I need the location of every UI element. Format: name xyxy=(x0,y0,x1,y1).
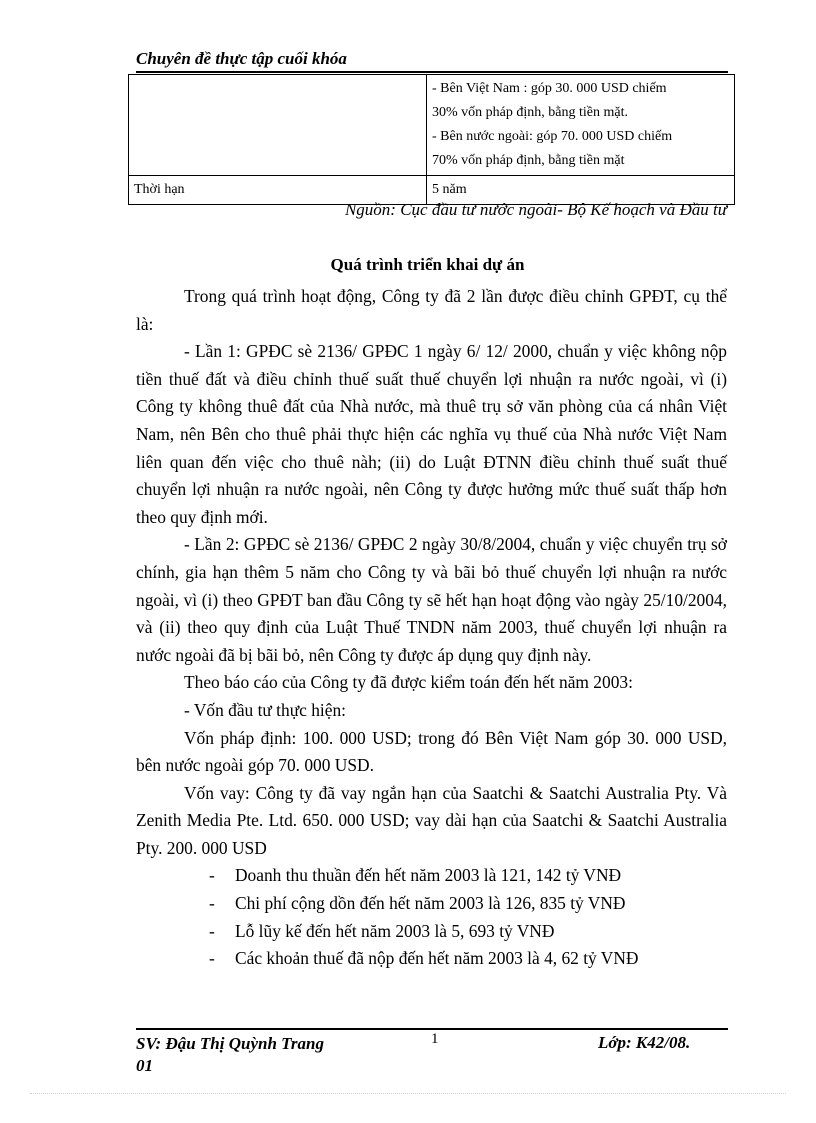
section-title: Quá trình triển khai dự án xyxy=(330,255,525,274)
paragraph: - Lần 2: GPĐC sè 2136/ GPĐC 2 ngày 30/8/2004, chuẩn y việc chuyển trụ sở chính, gia hạn thêm 5 năm cho Công ty và bãi bỏ thuế chuyển lợi nhuận ra nước ngoài, vì (i) theo GPĐT ban đầu Công ty sẽ hết hạn hoạt động vào ngày 25/10/2004, và (ii) theo quy định của Luật Thuế TNDN năm 2003, thuế chuyển lợi nhuận ra nước ngoài đã bị bãi bỏ, nên Công ty được áp dụng quy định này. xyxy=(136,534,727,665)
header-divider xyxy=(136,71,728,73)
page-edge-dotted-line xyxy=(30,1093,786,1094)
bullet-marker: - xyxy=(209,865,215,886)
list-item xyxy=(136,918,727,946)
source-note: Nguồn: Cục đầu tư nước ngoài- Bộ Kế hoạch và Đầu tư xyxy=(344,200,727,219)
footer-class: Lớp: K42/08. xyxy=(598,1033,691,1052)
table-cell-value xyxy=(427,75,735,176)
table-cell-label: Thời hạn xyxy=(129,176,427,205)
results-list xyxy=(136,862,727,972)
table-cell-label xyxy=(129,75,427,176)
table-row xyxy=(129,75,735,176)
student-id: 01 xyxy=(136,1056,153,1075)
student-name: SV: Đậu Thị Quỳnh Trang xyxy=(136,1034,324,1053)
paragraph: Trong quá trình hoạt động, Công ty đã 2 lần được điều chỉnh GPĐT, cụ thể là: xyxy=(136,286,727,334)
capital-line: - Bên Việt Nam : góp 30. 000 USD chiếm xyxy=(432,81,667,96)
capital-line: 70% vốn pháp định, bằng tiền mặt xyxy=(432,153,625,168)
paragraph: Theo báo cáo của Công ty đã được kiểm toán đến hết năm 2003: xyxy=(184,672,633,693)
list-item-text: Chi phí cộng dồn đến hết năm 2003 là 126, 835 tỷ VNĐ xyxy=(235,893,626,914)
list-item xyxy=(136,862,727,890)
capital-line: - Bên nước ngoài: góp 70. 000 USD chiếm xyxy=(432,129,673,144)
list-item xyxy=(136,890,727,918)
page-number: 1 xyxy=(431,1031,439,1047)
bullet-marker: - xyxy=(209,948,215,969)
page-header-title: Chuyên đề thực tập cuối khóa xyxy=(136,49,347,68)
paragraph: - Vốn đầu tư thực hiện: xyxy=(184,699,346,720)
list-item-text: Doanh thu thuần đến hết năm 2003 là 121, 142 tỷ VNĐ xyxy=(235,865,622,886)
list-item-text: Các khoản thuế đã nộp đến hết năm 2003 là 4, 62 tỷ VNĐ xyxy=(235,948,639,969)
bullet-marker: - xyxy=(209,893,215,914)
bullet-marker: - xyxy=(209,920,215,941)
project-info-table xyxy=(128,74,735,205)
list-item-text: Lỗ lũy kế đến hết năm 2003 là 5, 693 tỷ VNĐ xyxy=(235,920,555,941)
paragraph: - Lần 1: GPĐC sè 2136/ GPĐC 1 ngày 6/ 12/ 2000, chuẩn y việc không nộp tiền thuế đất và điều chỉnh thuế suất thuế chuyển lợi nhuận ra nước ngoài, vì (i) Công ty không thuê đất của Nhà nước, mà thuê trụ sở văn phòng của cá nhân Việt Nam, nên Bên cho thuê phải thực hiện các nghĩa vụ thuế của Nhà nước Việt Nam liên quan đến việc cho thuê nàh; (ii) do Luật ĐTNN điều chỉnh thuế suất thuế chuyển lợi nhuận ra nước ngoài, nên Công ty được hưởng mức thuế suất thấp hơn theo quy định mới. xyxy=(136,341,727,527)
body-text xyxy=(136,283,727,973)
footer-student xyxy=(136,1033,324,1077)
table-cell-value: 5 năm xyxy=(427,176,735,205)
paragraph: Vốn vay: Công ty đã vay ngắn hạn của Saatchi & Saatchi Australia Pty. Và Zenith Media Pte. Ltd. 650. 000 USD; vay dài hạn của Saatchi & Saatchi Australia Pty. 200. 000 USD xyxy=(136,782,727,858)
footer-divider xyxy=(136,1028,728,1030)
list-item xyxy=(136,945,727,973)
capital-line: 30% vốn pháp định, bằng tiền mặt. xyxy=(432,105,628,120)
paragraph: Vốn pháp định: 100. 000 USD; trong đó Bên Việt Nam góp 30. 000 USD, bên nước ngoài góp 70. 000 USD. xyxy=(136,727,727,776)
